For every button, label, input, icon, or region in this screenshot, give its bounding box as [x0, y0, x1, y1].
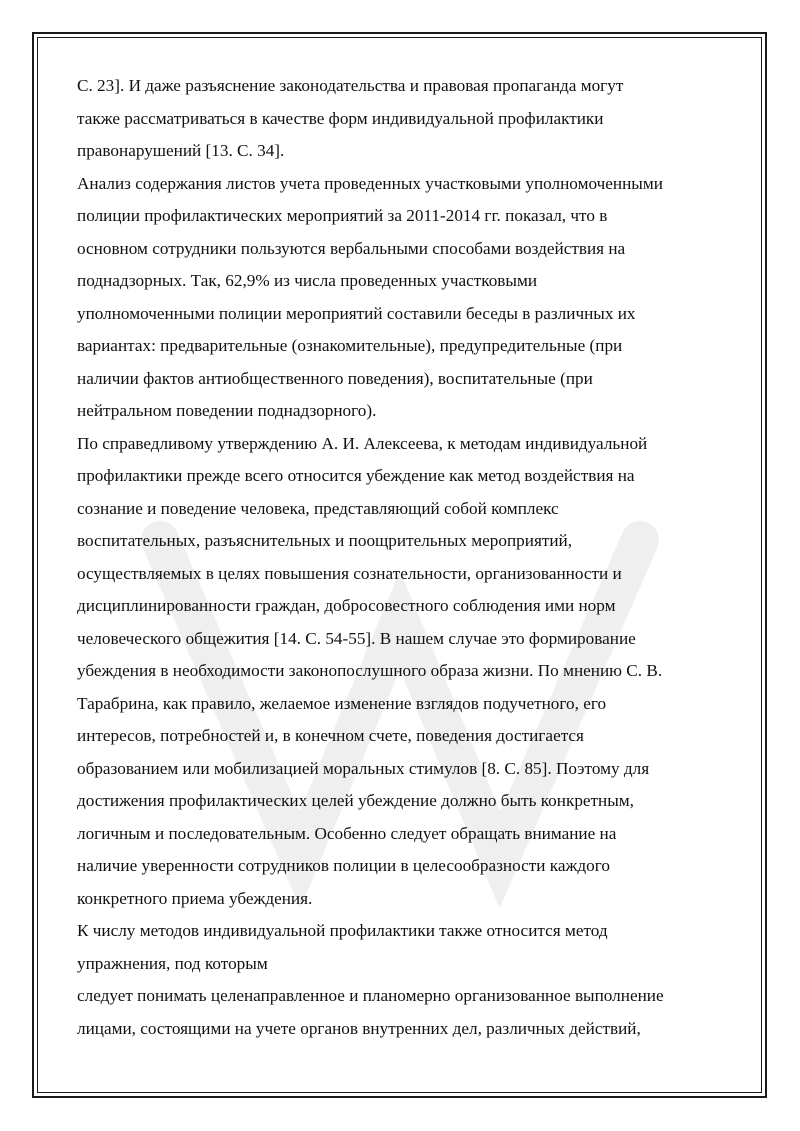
text-line: упражнения, под которым — [77, 953, 268, 973]
text-line: образованием или мобилизацией моральных стимулов [8. С. 85]. Поэтому для — [77, 758, 650, 778]
text-line: профилактики прежде всего относится убеждение как метод воздействия на — [77, 466, 635, 485]
text-line: следует понимать целенаправленное и планомерно организованное выполнение — [77, 986, 664, 1005]
text-line: К числу методов индивидуальной профилактики также относится метод — [77, 921, 608, 940]
text-line: логичным и последовательным. Особенно следует обращать внимание на — [77, 823, 617, 843]
document-body — [77, 70, 732, 1045]
text-line: Анализ содержания листов учета проведенных участковыми уполномоченными — [77, 173, 663, 193]
text-line: человеческого общежития [14. С. 54-55]. В нашем случае это формирование — [77, 628, 636, 648]
text-line: полиции профилактических мероприятий за 2011-2014 гг. показал, что в — [77, 206, 608, 225]
text-line: С. 23]. И даже разъяснение законодательства и правовая пропаганда могут — [77, 76, 624, 95]
text-line: достижения профилактических целей убеждение должно быть конкретным, — [77, 791, 634, 810]
text-line: сознание и поведение человека, представляющий собой комплекс — [77, 498, 559, 518]
text-line: основном сотрудники пользуются вербальными способами воздействия на — [77, 238, 626, 258]
text-line: уполномоченными полиции мероприятий составили беседы в различных их — [77, 303, 636, 323]
text-line: лицами, состоящими на учете органов внутренних дел, различных действий, — [77, 1018, 641, 1038]
text-line: также рассматриваться в качестве форм индивидуальной профилактики — [77, 108, 604, 128]
text-line: осуществляемых в целях повышения сознательности, организованности и — [77, 563, 622, 583]
text-line: нейтральном поведении поднадзорного). — [77, 401, 377, 420]
text-line: вариантах: предварительные (ознакомительные), предупредительные (при — [77, 336, 623, 355]
text-line: интересов, потребностей и, в конечном счете, поведения достигается — [77, 726, 584, 745]
text-line: убеждения в необходимости законопослушного образа жизни. По мнению С. В. — [77, 661, 663, 680]
text-line: конкретного приема убеждения. — [77, 888, 313, 908]
text-line: поднадзорных. Так, 62,9% из числа проведенных участковыми — [77, 271, 538, 290]
text-line: наличие уверенности сотрудников полиции в целесообразности каждого — [77, 856, 610, 875]
text-line: дисциплинированности граждан, добросовестного соблюдения ими норм — [77, 596, 616, 615]
text-line: правонарушений [13. С. 34]. — [77, 141, 285, 160]
text-line: наличии фактов антиобщественного поведения), воспитательные (при — [77, 368, 593, 388]
text-line: воспитательных, разъяснительных и поощрительных мероприятий, — [77, 531, 573, 550]
text-line: По справедливому утверждению А. И. Алексеева, к методам индивидуальной — [77, 433, 648, 453]
text-line: Тарабрина, как правило, желаемое изменение взглядов подучетного, его — [77, 693, 607, 713]
